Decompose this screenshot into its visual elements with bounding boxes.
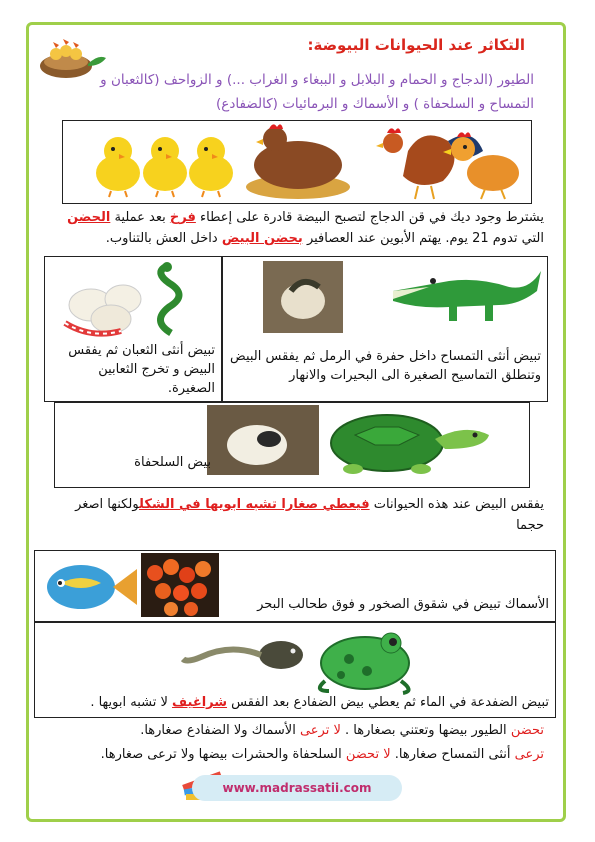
fish-box xyxy=(34,550,556,622)
hatch-prefix: يفقس البيض عند هذه الحيوانات xyxy=(369,497,544,512)
summary2-c: لا تحضن xyxy=(345,747,391,762)
chick-word: فرخ xyxy=(169,210,196,225)
chick-icon xyxy=(96,137,140,197)
summary1-a: تحضن xyxy=(510,723,544,738)
summary-line-1 xyxy=(44,720,544,741)
summary2-d: السلحفاة والحشرات بيضها ولا ترعى صغارها. xyxy=(100,747,346,762)
website-link[interactable]: www.madrassatii.com xyxy=(192,775,402,801)
birds-image-box xyxy=(62,120,532,204)
frog-prefix: تبيض الضفدعة في الماء ثم يعطي بيض الضفادع بعد الفقس xyxy=(227,695,549,710)
hatch-paragraph xyxy=(44,494,544,536)
cartoon-hen-icon xyxy=(443,132,519,199)
birds-illustration xyxy=(63,121,529,201)
birds-paragraph xyxy=(44,207,544,249)
summary-line-2 xyxy=(44,744,544,765)
birds-line1-mid: بعد عملية xyxy=(110,210,170,225)
summary1-d: الأسماك ولا الضفادع صغارها. xyxy=(140,723,300,738)
intro-text: الطيور (الدجاج و الحمام و البلابل و الببغاء و الغراب ...) و الزواحف (كالثعبان و التمساح و السلحفاة ) و الأسماك و البرمائيات (كالضفادع) xyxy=(100,72,534,112)
turtle-box xyxy=(54,402,530,488)
turtle-caption: بيض السلحفاة xyxy=(134,455,211,470)
frog-caption xyxy=(45,693,549,712)
tadpole-illustration xyxy=(181,629,309,679)
page-title: التكاثر عند الحيوانات البيوضة: xyxy=(307,36,525,54)
crocodile-illustration xyxy=(389,261,545,337)
crocodile-caption: تبيض أنثى التمساح داخل حفرة في الرمل ثم يفقس البيض وتنطلق التماسيح الصغيرة الى البحيرات والانهار xyxy=(230,349,541,383)
egg-brooding-phrase: بحضن البيض xyxy=(221,231,303,246)
hatch-suffix: ولكنها اصغر حجما xyxy=(75,497,544,533)
birds-line2-prefix: التي تدوم 21 يوم. يهتم الأبوين عند العصافير xyxy=(302,231,544,246)
hen-on-nest-icon xyxy=(246,124,350,199)
turtle-egg-photo xyxy=(207,405,319,475)
frog-suffix: لا تشبه ابويها . xyxy=(90,695,173,710)
birds-line2-suffix: داخل العش بالتناوب. xyxy=(105,231,222,246)
birds-line1-prefix: يشترط وجود ديك في قن الدجاج لتصبح البيضة قادرة على إعطاء xyxy=(195,210,544,225)
hatch-highlight: فيعطي صغارا تشبه ابويها في الشكل xyxy=(139,497,370,512)
crocodile-hatchling-photo xyxy=(263,261,343,333)
summary1-b: الطيور بيضها وتعتني بصغارها . xyxy=(340,723,511,738)
summary2-a: ترعى xyxy=(514,747,544,762)
snake-eggs-illustration xyxy=(51,261,217,341)
summary1-c: لا ترعى xyxy=(299,723,341,738)
fish-caption: الأسماك تبيض في شقوق الصخور و فوق طحالب البحر xyxy=(257,597,549,612)
summary2-b: أنثى التمساح صغارها. xyxy=(390,747,515,762)
snake-box xyxy=(44,256,222,402)
fish-illustration xyxy=(41,553,141,617)
turtle-illustration xyxy=(325,405,495,477)
brooding-word: الحضن xyxy=(67,210,111,225)
tadpoles-word: شراغيف xyxy=(172,695,228,710)
snake-caption: تبيض أنثى الثعبان ثم يفقس البيض و تخرج الثعابين الصغيرة. xyxy=(68,343,215,396)
frog-illustration xyxy=(305,625,423,695)
fish-eggs-photo xyxy=(141,553,219,617)
chick-icon xyxy=(189,137,233,197)
frog-box xyxy=(34,622,556,718)
chick-icon xyxy=(143,137,187,197)
crocodile-box xyxy=(222,256,548,402)
